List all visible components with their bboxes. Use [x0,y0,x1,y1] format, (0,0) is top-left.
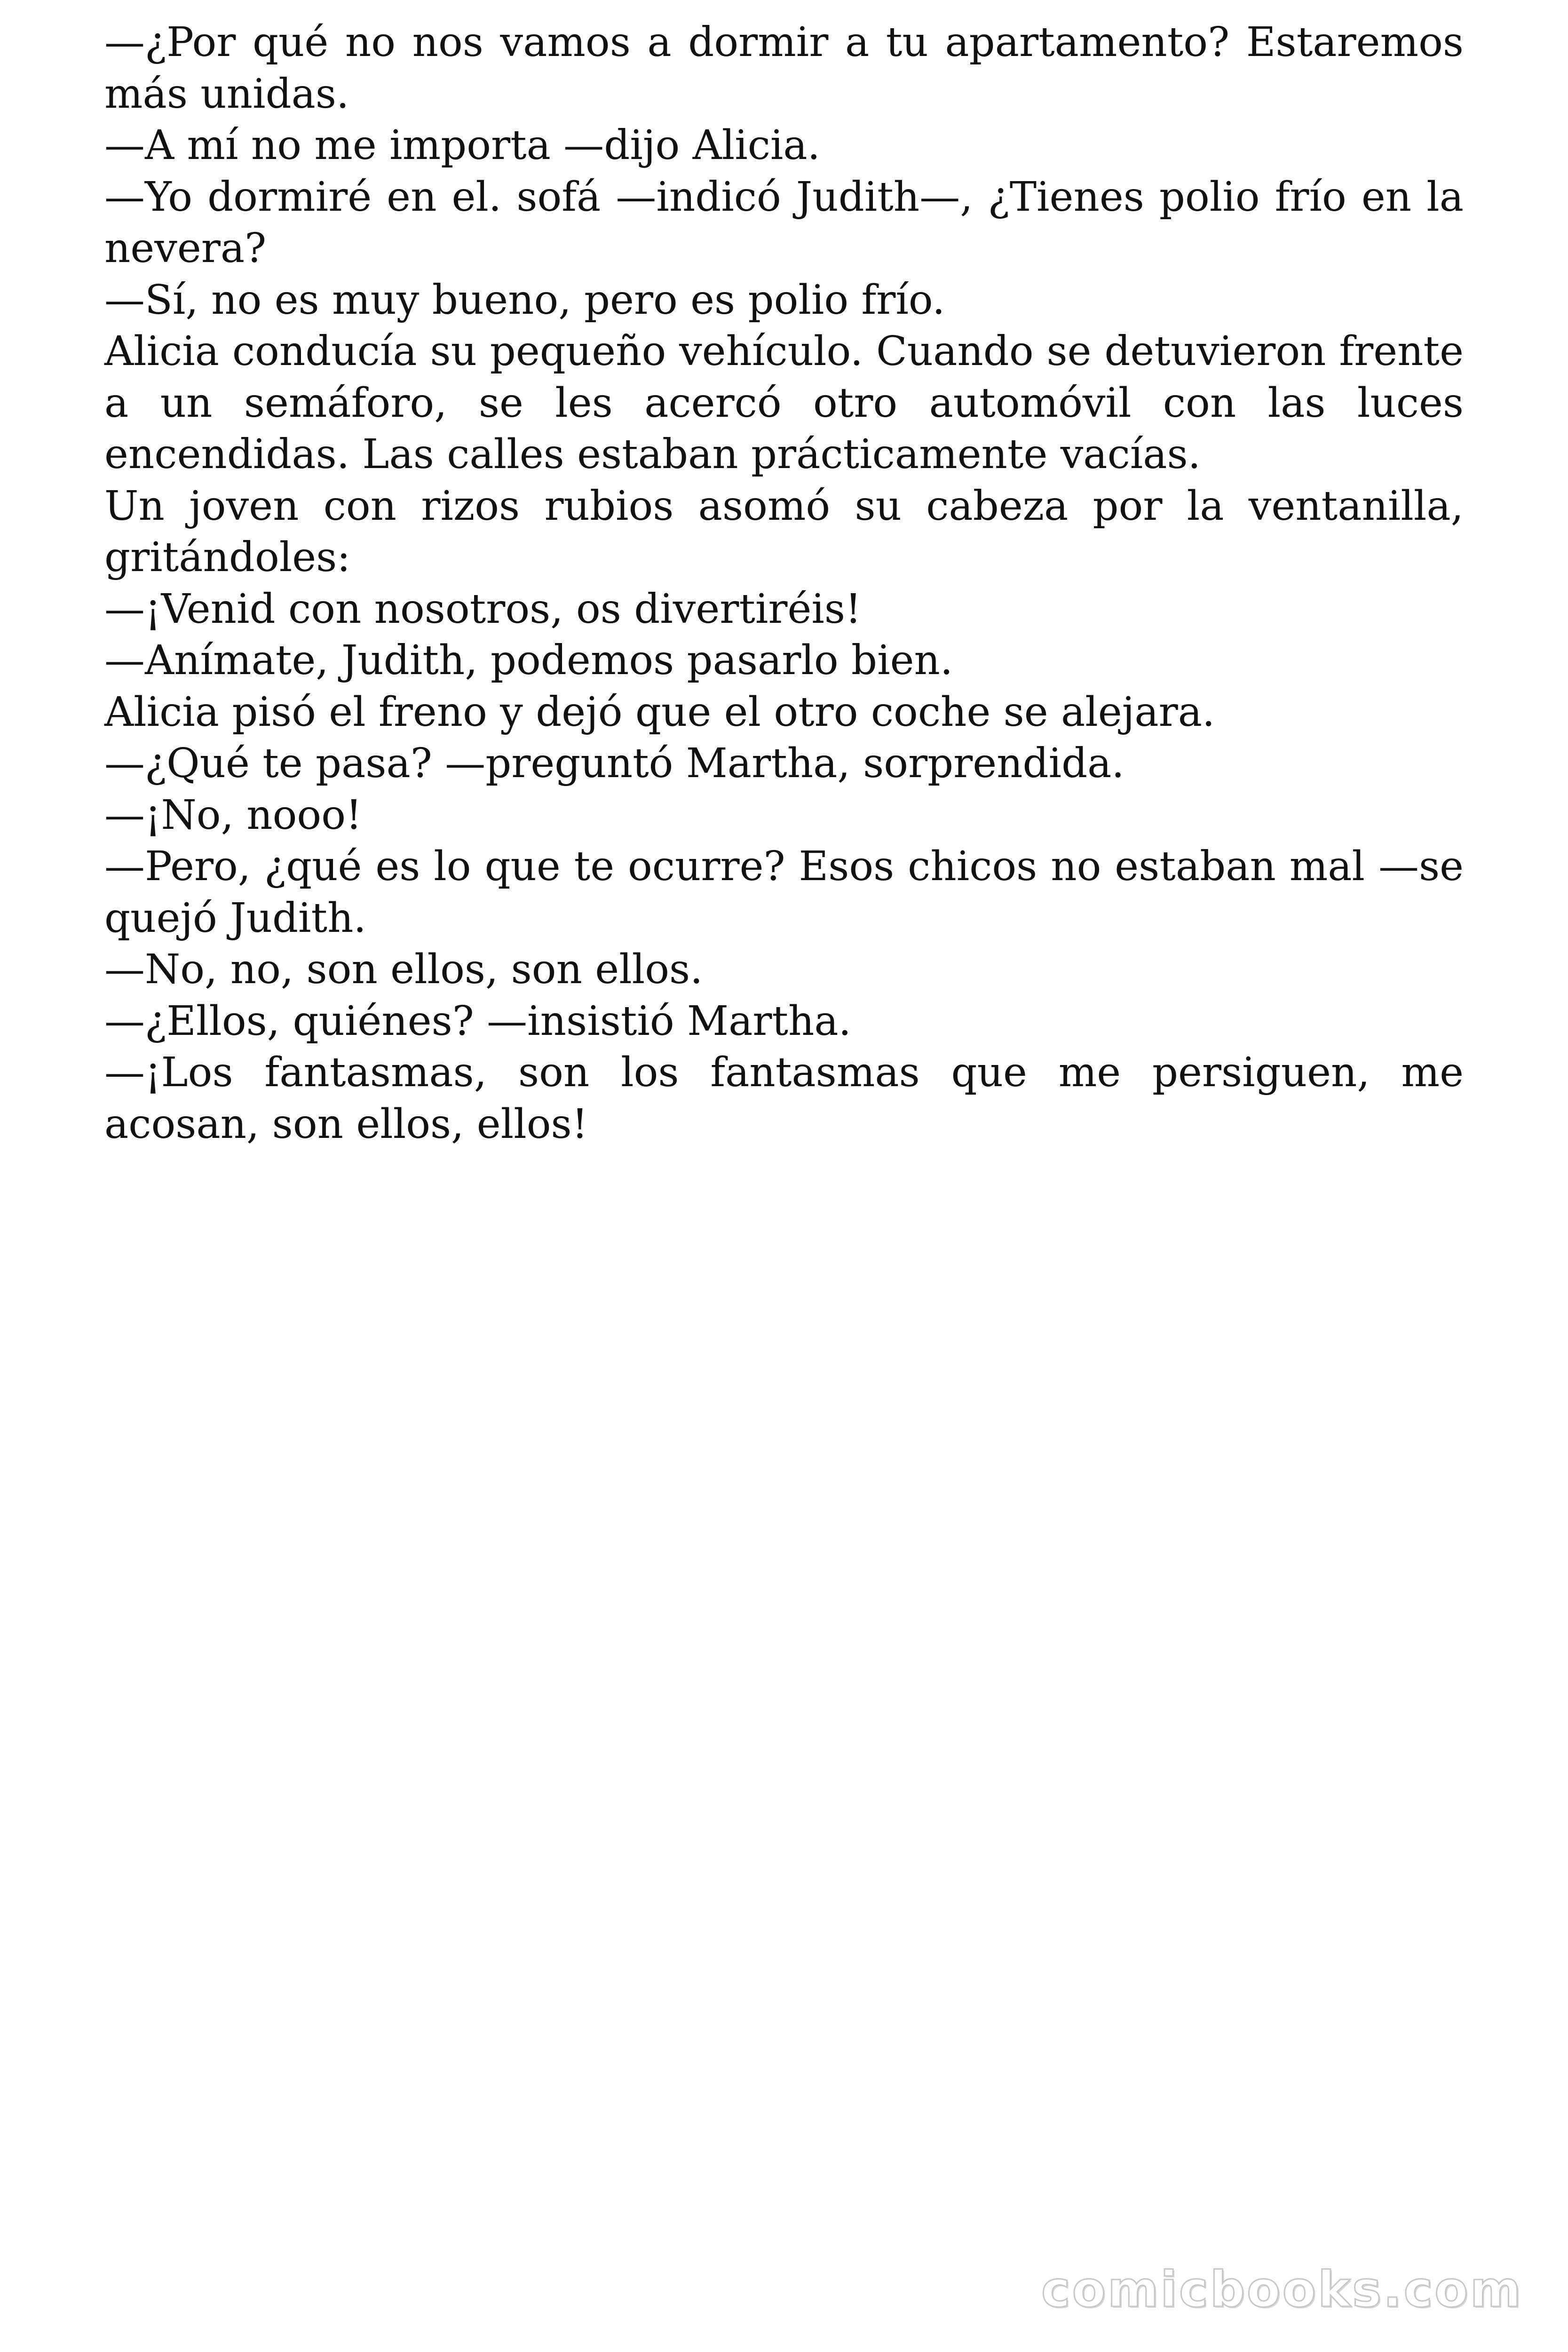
paragraph: —Pero, ¿qué es lo que te ocurre? Esos chicos no estaban mal —se quejó Judith. [104,843,1464,942]
paragraph: —¡No, nooo! [104,791,362,839]
paragraph: —¿Qué te pasa? —preguntó Martha, sorprendida. [104,740,1125,787]
paragraph: —A mí no me importa —dijo Alicia. [104,122,821,169]
paragraph: —¡Los fantasmas, son los fantasmas que me persiguen, me acosan, son ellos, ellos! [104,1049,1464,1148]
paragraph: Alicia pisó el freno y dejó que el otro coche se alejara. [104,688,1215,736]
paragraph: Alicia conducía su pequeño vehículo. Cuando se detuvieron frente a un semáforo, se les acercó otro automóvil con las luces encendidas. Las calles estaban prácticamente vacías. [104,328,1464,478]
paragraph: —Yo dormiré en el. sofá —indicó Judith—, ¿Tienes polio frío en la nevera? [104,173,1464,272]
paragraph: —Sí, no es muy bueno, pero es polio frío. [104,276,945,324]
paragraph: —¿Ellos, quiénes? —insistió Martha. [104,997,852,1045]
watermark: comicbooks.com [1041,2261,1523,2318]
paragraph: —Anímate, Judith, podemos pasarlo bien. [104,637,953,684]
body-text [104,17,1464,1150]
paragraph: —¿Por qué no nos vamos a dormir a tu apartamento? Estaremos más unidas. [104,19,1464,118]
paragraph: —No, no, son ellos, son ellos. [104,946,703,993]
paragraph: Un joven con rizos rubios asomó su cabeza por la ventanilla, gritándoles: [104,482,1464,581]
paragraph: —¡Venid con nosotros, os divertiréis! [104,585,862,633]
